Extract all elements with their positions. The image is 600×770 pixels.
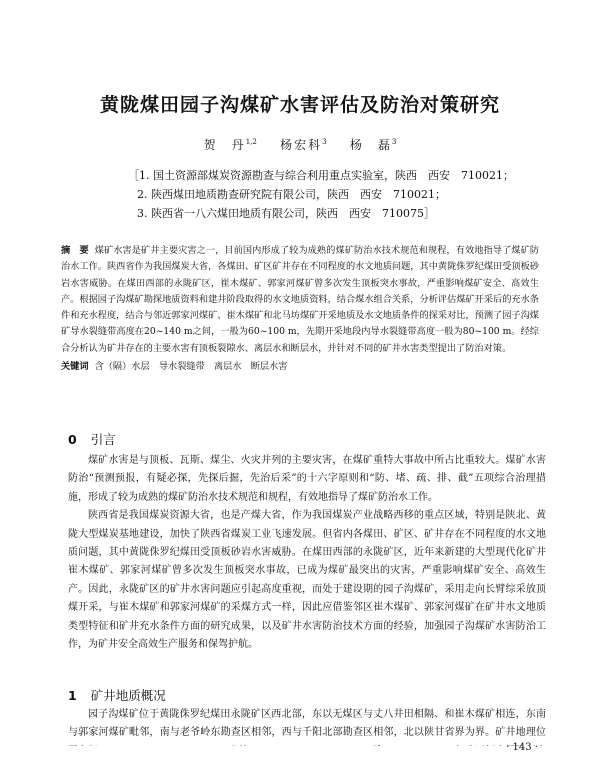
author: 贺 丹$^{1,2}$ [203,138,257,152]
section-heading: 1 矿井地质概况 [68,688,166,703]
affiliation-line: 2. 陕西煤田地质勘查研究院有限公司，陕西 西安 710021； [137,188,446,201]
paragraph: 陕西省是我国煤炭资源大省，也是产煤大省，作为我国煤炭产业战略西移的重点区域，特别是陕北、黄陇大型煤炭基地建设，加快了陕西省煤炭工业飞速发展。但省内各煤田、矿区、矿井存在不同程度的水文地质问题，其中黄陇侏罗纪煤田受顶板砂岩水害威胁。在煤田西部的永陇矿区，近年来新建的大型现代化矿井崔木煤矿、郭家河煤矿曾多次发生顶板突水事故，已成为煤矿最突出的灾害，严重影响煤矿安全、高效生产。因此，永陇矿区的矿井水害问题应引起高度重视，而处于建设期的园子沟煤矿，采用走向长臂综采放顶煤开采，与崔木煤矿和郭家河煤矿的采煤方式一样，因此应借鉴邻区崔木煤矿、郭家河煤矿在矿井水文地质类型特征和矿井充水条件方面的研究成果，以及矿井水害防治技术方面的经验，加强园子沟煤矿水害防治工作，为矿井安全高效生产服务和保驾护航。 [68,510,546,651]
section-heading: 0 引言 [68,432,116,447]
author-list [60,136,540,153]
abstract-label: 摘 要 [61,245,89,256]
keywords-text: 含（隔）水层 导水裂缝带 离层水 断层水害 [94,361,288,373]
affiliation-line: ［1. 国土资源部煤炭资源勘查与综合利用重点实验室，陕西 西安 710021； [128,169,514,182]
abstract-block [61,243,539,375]
author: 杨 磊$^3$ [349,138,397,152]
keywords [61,359,539,375]
paragraph: 园子沟煤矿位于黄陇侏罗纪煤田永陇矿区西北部，东以无煤区与丈八井田相隔、和崔木煤矿相连，东南与郭家河煤矿毗邻，南与老爷岭东勘查区相邻，西与千阳北部勘查区相邻，北以陕甘省界为界。矿井地理位 [68,709,546,739]
author: 杨宏科$^3$ [280,138,327,152]
affiliations [128,166,514,223]
section-body [68,452,546,654]
paper-title: 黄陇煤田园子沟煤矿水害评估及防治对策研究 [99,94,500,116]
section-body [68,706,546,746]
abstract-text: 煤矿水害是矿井主要灾害之一，目前国内形成了较为成熟的煤矿防治水技术规范和规程，有效地指导了煤矿防治水工作。陕西省作为我国煤炭大省，各煤田、矿区矿井存在不同程度的水文地质问题，其中黄陇侏罗纪煤田受顶板砂岩水害威胁。在煤田西部的永陇矿区，崔木煤矿、郭家河煤矿曾多次发生顶板突水事故，严重影响煤矿安全、高效生产。根据园子沟煤矿勘探地质资料和建井阶段取得的水文地质资料，结合煤水组合关系，分析评估煤矿开采后的充水条件和充水程度，结合与邻近郭家河煤矿、崔木煤矿和北马坊煤矿开采地质及水文地质条件的探采对比，预测了园子沟煤矿导水裂缝带高度在20~140 m之间，一般为60~100 m，先期开采地段内导水裂缝带高度一般为80~100 m。经综合分析认为矿井存在的主要水害有顶板裂隙水、离层水和断层水，并针对不同的矿井水害类型提出了防治对策。 [61,245,540,354]
page-number: · 143 · [506,742,538,753]
paragraph: 煤矿水害是与顶板、瓦斯、煤尘、火灾并列的主要灾害，在煤矿重特大事故中所占比重较大。煤矿水害防治“预测预报，有疑必探，先探后掘，先治后采”的十六字原则和“防、堵、疏、排、截”五项综合治理措施，形成了较为成熟的煤矿防治水技术规范和规程，有效地指导了煤矿防治水工作。 [68,455,546,503]
abstract [61,243,539,357]
keywords-label: 关键词 [61,361,89,373]
affiliation-line: 3. 陕西省一八六煤田地质有限公司，陕西 西安 710075］ [137,207,435,220]
